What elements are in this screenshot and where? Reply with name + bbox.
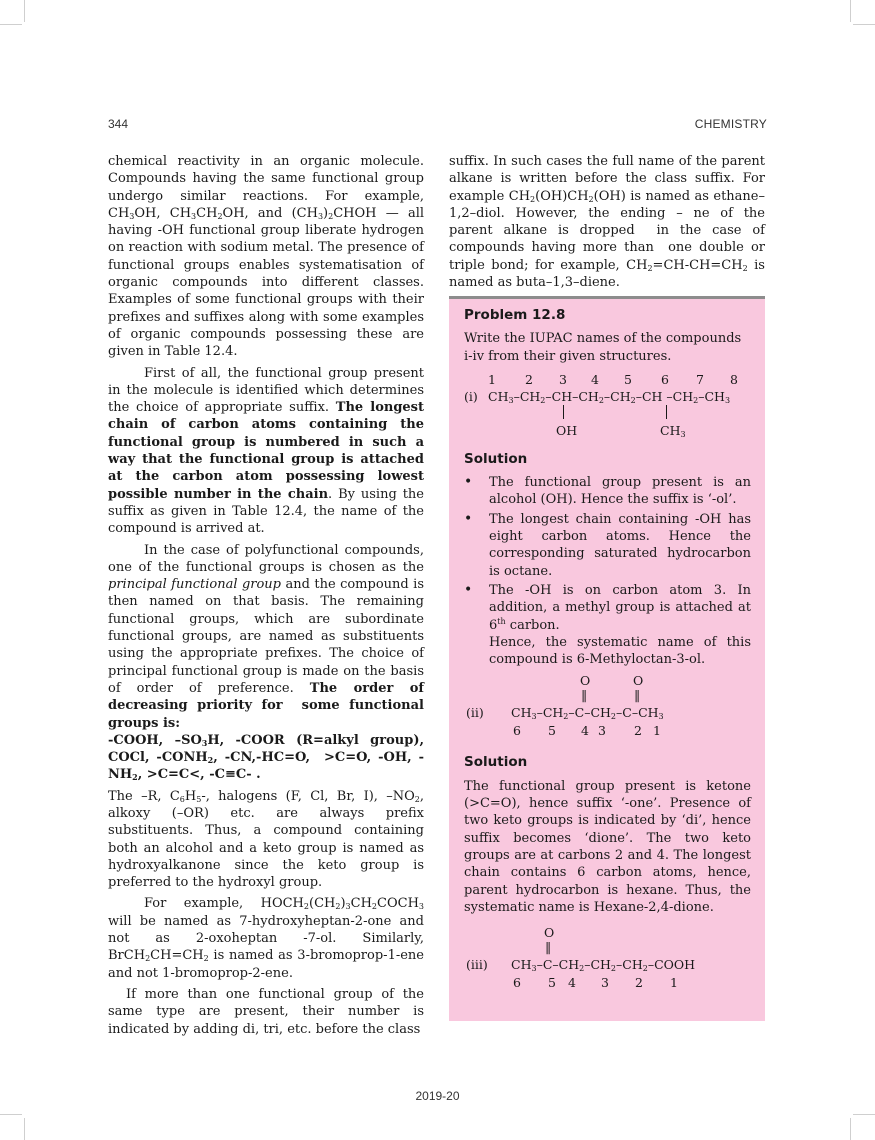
double-bond: ‖ (581, 687, 588, 703)
crop-mark (0, 1114, 22, 1115)
substituent-ch3: $CH_3$ (660, 422, 686, 439)
carbon-number: 5 (548, 975, 556, 991)
solution-heading: Solution (464, 450, 528, 467)
carbon-number: 6 (513, 975, 521, 991)
crop-mark (853, 1114, 875, 1115)
structure-label: (ii) (466, 705, 484, 721)
carbon-number: 5 (548, 723, 556, 739)
running-head: CHEMISTRY (694, 117, 767, 131)
carbon-chain: $CH_3-C-CH_2-CH_2-CH_2$–COOH (511, 957, 696, 974)
list-item: • The longest chain containing -OH has eight carbon atoms. Hence the corresponding saturated hydrocarbon is octane. (464, 511, 751, 580)
list-item: • The functional group present is an alcohol (OH). Hence the suffix is ‘-ol’. (464, 474, 751, 509)
paragraph: chemical reactivity in an organic molecule. Compounds having the same functional group undergo similar reactions. For example, $CH_3OH$, $CH_3CH_2OH$, and $(CH_3)_2CHOH$ — all having -OH functional group liberate hydrogen on reaction with sodium metal. The presence of functional groups enables systematisation of organic compounds into different classes. Examples of some functional groups with their prefixes and suffixes along with some examples of organic compounds possessing these are given in Table 12.4. (108, 154, 425, 360)
carbon-number: 2 (635, 975, 643, 991)
carbon-number: 3 (598, 723, 606, 739)
right-column-text (449, 153, 765, 291)
carbon-number: 4 (591, 371, 599, 387)
carbon-number: 8 (730, 371, 738, 387)
carbon-number: 1 (488, 371, 496, 387)
solution-heading: Solution (464, 754, 528, 771)
priority-order: -COOH, $-SO_3H$, -COOR (R=alkyl group), COCl, $-CONH_2$, -CN,-HC=O, >C=O, -OH, $-NH_2$, >C=C<, -C≡C- . (108, 732, 424, 783)
solution-text: The functional group present is ketone (>C=O), hence suffix ‘-one’. Presence of two keto groups is indicated by ‘di’, hence suffix becomes ‘dione’. The two keto groups are at carbons 2 and 4. The longest chain contains 6 carbon atoms, hence, parent hydrocarbon is hexane. Thus, the systematic name is Hexane-2,4-dione. (464, 778, 751, 915)
carbon-number: 3 (559, 371, 567, 387)
carbon-number: 4 (568, 975, 576, 991)
problem-box (449, 296, 765, 1021)
bond-line (666, 405, 667, 419)
structure-iii (464, 924, 751, 998)
substituent-oh: OH (556, 422, 578, 438)
carbon-number: 2 (634, 723, 642, 739)
page-number: 344 (108, 117, 129, 131)
paragraph: suffix. In such cases the full name of the parent alkane is written before the class suffix. For example $CH_2(OH)CH_2(OH)$ is named as ethane–1,2–diol. However, the ending – ne of the parent alkane is dropped in the case of compounds having more than one double or triple bond; for example, $CH_2=CH-CH=CH_2$ is named as buta–1,3–diene. (449, 154, 765, 291)
structure-label: (iii) (466, 957, 488, 973)
carbon-number: 1 (670, 975, 678, 991)
double-bond: ‖ (634, 687, 641, 703)
oxygen-atom: O (544, 925, 555, 941)
oxygen-atom: O (633, 673, 644, 689)
carbon-number: 4 (581, 723, 589, 739)
crop-mark (850, 0, 851, 22)
crop-mark (853, 24, 875, 25)
carbon-number: 3 (601, 975, 609, 991)
carbon-number: 2 (525, 371, 533, 387)
carbon-number: 1 (653, 723, 661, 739)
double-bond: ‖ (545, 939, 552, 955)
paragraph: The –R, $C_6H_5-$, halogens (F, Cl, Br, I), $-NO_2$, alkoxy (–OR) etc. are always prefix substituents. Thus, a compound containing both an alcohol and a keto group is named as hydroxyalkanone since the keto group is preferred to the hydroxyl group. (108, 788, 425, 891)
list-item: • The -OH is on carbon atom 3. In addition, a methyl group is attached at 6th carbon. Hence, the systematic name of this compound is 6-Methyloctan-3-ol. (464, 582, 751, 668)
left-column (108, 153, 424, 1038)
crop-mark (850, 1118, 851, 1140)
problem-intro: Write the IUPAC names of the compounds i-iv from their given structures. (464, 331, 742, 364)
structure-ii (464, 672, 751, 746)
structure-i (464, 365, 751, 443)
paragraph: In the case of polyfunctional compounds, one of the functional groups is chosen as the principal functional group and the compound is then named on that basis. The remaining functional groups, which are subordinate functional groups, are named as substituents using the appropriate prefixes. The choice of principal functional group is made on the basis of order of preference. The order of decreasing priority for some functional groups is: (108, 542, 424, 731)
footer: 2019-20 (415, 1089, 460, 1103)
paragraph: If more than one functional group of the same type are present, their number is indicated by adding di, tri, etc. before the class (108, 986, 424, 1037)
carbon-chain: $CH_3-CH_2-CH-CH_2-CH_2-CH$ $-CH_2-CH_3$ (488, 388, 731, 405)
crop-mark (24, 0, 25, 22)
carbon-chain: $CH_3-CH_2-C-CH_2-C-CH_3$ (511, 705, 664, 722)
crop-mark (24, 1118, 25, 1140)
paragraph: First of all, the functional group present in the molecule is identified which determines the choice of appropriate suffix. The longest chain of carbon atoms containing the functional group is numbered in such a way that the functional group is attached at the carbon atom possessing lowest possible number in the chain. By using the suffix as given in Table 12.4, the name of the compound is arrived at. (108, 365, 425, 537)
paragraph: For example, $HOCH_2(CH_2)_3CH_2COCH_3$ will be named as 7-hydroxyheptan-2-one and not as 2-oxoheptan -7-ol. Similarly, $BrCH_2CH=CH_2$ is named as 3-bromoprop-1-ene and not 1-bromoprop-2-ene. (108, 896, 424, 981)
structure-label: (i) (464, 388, 478, 404)
carbon-number: 6 (513, 723, 521, 739)
bond-line (563, 405, 564, 419)
solution-list (464, 474, 751, 668)
oxygen-atom: O (580, 673, 591, 689)
carbon-number: 5 (624, 371, 632, 387)
crop-mark (0, 24, 22, 25)
problem-title: Problem 12.8 (464, 307, 566, 323)
carbon-number: 6 (661, 371, 669, 387)
carbon-number: 7 (696, 371, 704, 387)
